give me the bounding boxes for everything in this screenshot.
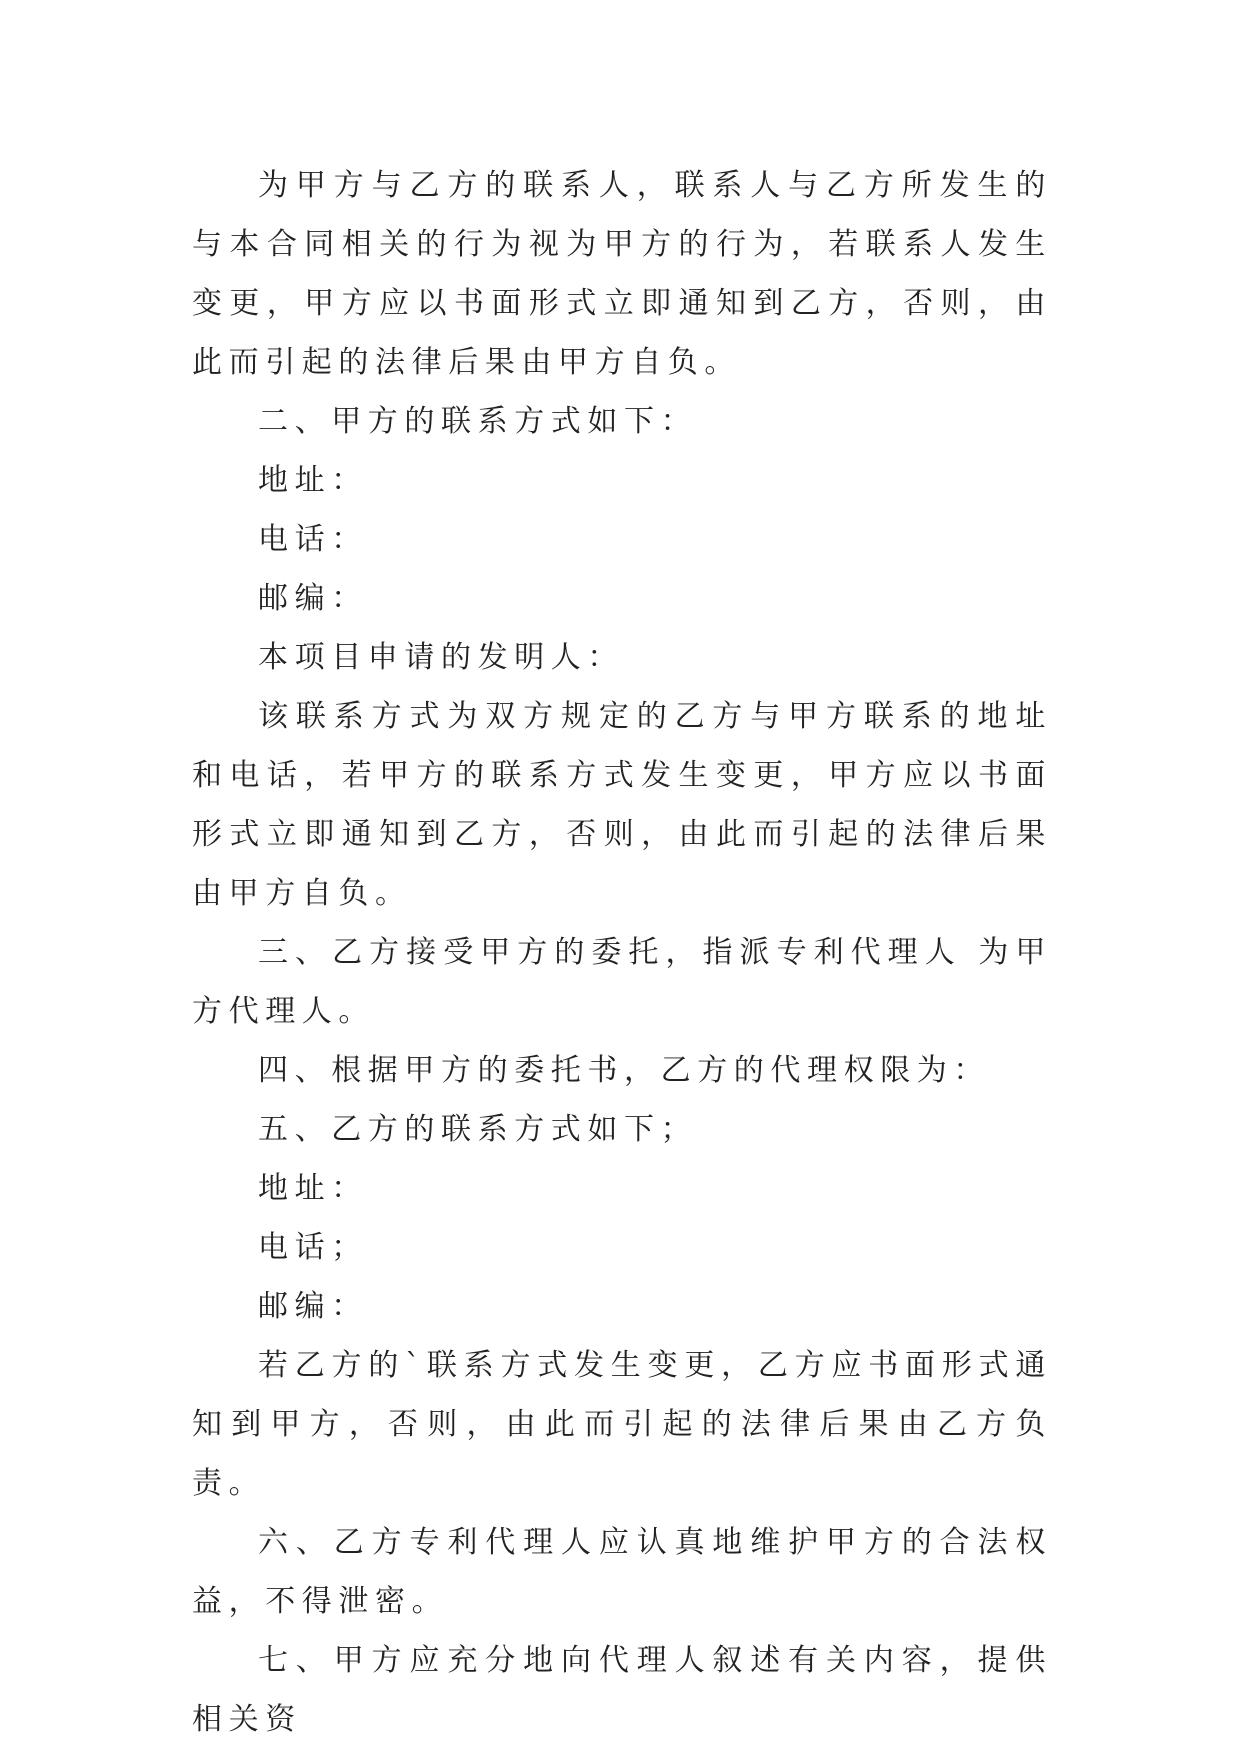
paragraph-party-b-contact-heading: 五、乙方的联系方式如下； — [258, 1112, 698, 1147]
paragraph-agency-scope: 四、根据甲方的委托书，乙方的代理权限为： — [258, 1053, 990, 1088]
paragraph-contact-change-party-a: 该联系方式为双方规定的乙方与甲方联系的地址和电话，若甲方的联系方式发生变更，甲方应以书面形式立即通知到乙方，否则，由此而引起的法律后果由甲方自负。 — [192, 699, 1052, 911]
paragraph-inventor: 本项目申请的发明人： — [258, 640, 624, 675]
paragraph-contact-change-party-b: 若乙方的`联系方式发生变更，乙方应书面形式通知到甲方，否则，由此而引起的法律后果由乙方负责。 — [192, 1348, 1052, 1501]
paragraph-party-a-address: 地址： — [258, 463, 368, 498]
paragraph-party-a-postcode: 邮编： — [258, 581, 368, 616]
paragraph-party-a-duties: 七、甲方应充分地向代理人叙述有关内容，提供相关资 — [192, 1643, 1052, 1737]
paragraph-contact-person: 为甲方与乙方的联系人，联系人与乙方所发生的与本合同相关的行为视为甲方的行为，若联系人发生变更，甲方应以书面形式立即通知到乙方，否则，由此而引起的法律后果由甲方自负。 — [192, 168, 1052, 380]
paragraph-party-b-address: 地址： — [258, 1171, 368, 1206]
paragraph-party-b-postcode: 邮编： — [258, 1289, 368, 1324]
paragraph-party-a-phone: 电话： — [258, 522, 368, 557]
paragraph-confidentiality: 六、乙方专利代理人应认真地维护甲方的合法权益，不得泄密。 — [192, 1525, 1052, 1619]
paragraph-party-a-contact-heading: 二、甲方的联系方式如下： — [258, 404, 698, 439]
document-body — [192, 156, 1052, 1749]
paragraph-appoint-agent: 三、乙方接受甲方的委托，指派专利代理人 为甲方代理人。 — [192, 935, 1052, 1029]
paragraph-party-b-phone: 电话； — [258, 1230, 368, 1265]
